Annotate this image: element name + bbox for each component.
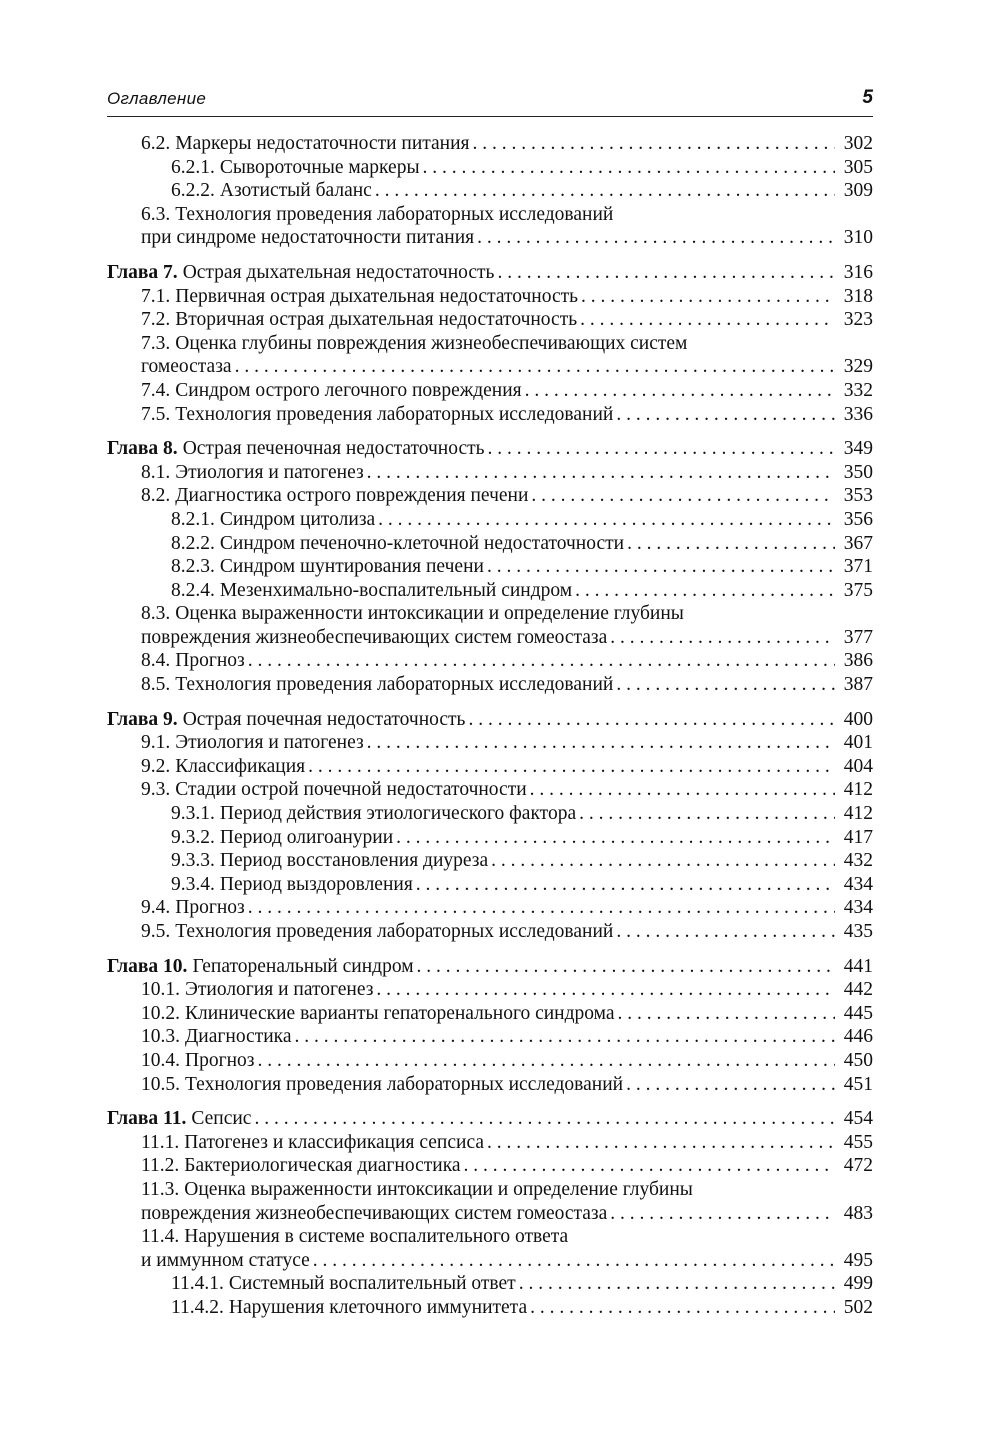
toc-entry[interactable]	[107, 1296, 873, 1320]
entry-number: 8.2.3.	[171, 556, 215, 578]
dot-leader	[378, 508, 835, 532]
entry-number: 8.4.	[141, 650, 171, 672]
toc-entry[interactable]	[107, 731, 873, 755]
entry-page-number: 454	[843, 1108, 873, 1130]
entry-page-number: 305	[843, 156, 873, 178]
entry-title: Период выздоровления	[219, 873, 413, 895]
dot-leader	[375, 179, 835, 203]
toc-entry[interactable]	[107, 461, 873, 485]
entry-page-number: 417	[843, 826, 873, 848]
entry-title: Прогноз	[175, 650, 245, 672]
section-gap	[107, 426, 873, 437]
entry-page-number: 451	[843, 1073, 873, 1095]
entry-title: Нарушения в системе воспалительного ответа	[184, 1226, 569, 1248]
dot-leader	[487, 555, 835, 579]
toc-entry[interactable]	[107, 332, 873, 356]
toc-entry[interactable]	[107, 1073, 873, 1097]
entry-number: 7.4.	[141, 379, 171, 401]
entry-page-number: 483	[843, 1202, 873, 1224]
dot-leader	[423, 156, 835, 180]
entry-title: Сепсис	[191, 1108, 252, 1130]
entry-title: Первичная острая дыхательная недостаточность	[175, 285, 579, 307]
entry-title: Острая почечная недостаточность	[182, 708, 466, 730]
toc-entry[interactable]	[107, 1225, 873, 1249]
dot-leader	[497, 261, 835, 285]
entry-title: Вторичная острая дыхательная недостаточность	[175, 309, 578, 331]
toc-entry[interactable]	[107, 802, 873, 826]
entry-page-number: 445	[843, 1002, 873, 1024]
entry-number: 9.3.2.	[171, 826, 215, 848]
entry-page-number: 455	[843, 1131, 873, 1153]
entry-page-number: 316	[843, 261, 873, 283]
entry-page-number: 310	[843, 227, 873, 249]
entry-title: Технология проведения лабораторных исследований	[175, 674, 614, 696]
entry-number: 11.3.	[141, 1178, 180, 1200]
toc-entry[interactable]	[107, 755, 873, 779]
dot-leader	[627, 532, 835, 556]
entry-page-number: 350	[843, 461, 873, 483]
entry-number: 6.2.2.	[171, 180, 215, 202]
toc-chapter-entry[interactable]	[107, 261, 873, 285]
dot-leader	[581, 285, 835, 309]
section-gap	[107, 1096, 873, 1107]
entry-title: Период действия этиологического фактора	[219, 803, 577, 825]
toc-entry[interactable]	[107, 379, 873, 403]
toc-entry[interactable]	[107, 1131, 873, 1155]
entry-page-number: 432	[843, 850, 873, 872]
dot-leader	[367, 731, 835, 755]
toc-entry[interactable]	[107, 978, 873, 1002]
entry-page-number: 302	[843, 133, 873, 154]
entry-title: Диагностика острого повреждения печени	[175, 485, 529, 507]
entry-number: 9.3.	[141, 779, 171, 801]
dot-leader	[531, 484, 835, 508]
dot-leader	[248, 649, 835, 673]
entry-title: Сывороточные маркеры	[219, 156, 420, 178]
entry-title: при синдроме недостаточности питания	[141, 227, 475, 249]
dot-leader	[235, 355, 835, 379]
dot-leader	[313, 1249, 835, 1273]
dot-leader	[491, 849, 835, 873]
entry-number: 11.4.2.	[171, 1296, 224, 1318]
entry-title: Синдром шунтирования печени	[219, 556, 484, 578]
toc-entry[interactable]	[107, 1202, 873, 1226]
toc-entry[interactable]	[107, 673, 873, 697]
entry-number: 8.5.	[141, 674, 171, 696]
toc-chapter-entry[interactable]	[107, 437, 873, 461]
entry-number: 10.3.	[141, 1026, 180, 1048]
toc-entry[interactable]	[107, 849, 873, 873]
entry-title: Прогноз	[175, 897, 245, 919]
entry-title: Диагностика	[185, 1026, 292, 1048]
entry-page-number: 353	[843, 485, 873, 507]
entry-number: 6.3.	[141, 203, 171, 225]
table-of-contents	[107, 132, 873, 1320]
dot-leader	[248, 896, 835, 920]
dot-leader	[519, 1272, 835, 1296]
dot-leader	[610, 1202, 835, 1226]
entry-number: 9.5.	[141, 921, 171, 942]
toc-entry[interactable]	[107, 579, 873, 603]
toc-entry[interactable]	[107, 826, 873, 850]
entry-title: Мезенхимально-воспалительный синдром	[219, 579, 573, 601]
entry-title: Технология проведения лабораторных исследований	[175, 403, 614, 425]
entry-number: Глава 10.	[107, 955, 188, 977]
entry-page-number: 375	[843, 579, 873, 601]
entry-title: Оценка выраженности интоксикации и определение глубины	[184, 1178, 693, 1200]
dot-leader	[417, 955, 835, 979]
dot-leader	[295, 1025, 835, 1049]
toc-entry[interactable]	[107, 179, 873, 203]
entry-number: 10.1.	[141, 979, 180, 1001]
entry-title: Прогноз	[185, 1049, 255, 1071]
toc-entry[interactable]	[107, 1154, 873, 1178]
toc-entry[interactable]	[107, 1178, 873, 1202]
entry-title: повреждения жизнеобеспечивающих систем гомеостаза	[141, 1202, 608, 1224]
entry-page-number: 502	[843, 1296, 873, 1318]
toc-entry[interactable]	[107, 508, 873, 532]
toc-chapter-entry[interactable]	[107, 955, 873, 979]
entry-title: Нарушения клеточного иммунитета	[228, 1296, 528, 1318]
entry-page-number: 412	[843, 779, 873, 801]
toc-chapter-entry[interactable]	[107, 1107, 873, 1131]
entry-page-number: 387	[843, 674, 873, 696]
entry-page-number: 336	[843, 403, 873, 425]
dot-leader	[610, 626, 835, 650]
entry-page-number: 434	[843, 897, 873, 919]
dot-leader	[254, 1107, 835, 1131]
entry-page-number: 472	[843, 1155, 873, 1177]
toc-entry[interactable]	[107, 626, 873, 650]
toc-entry[interactable]	[107, 602, 873, 626]
toc-entry[interactable]	[107, 203, 873, 227]
entry-title: Этиология и патогенез	[175, 461, 364, 483]
entry-page-number: 377	[843, 626, 873, 648]
entry-page-number: 323	[843, 309, 873, 331]
toc-entry[interactable]	[107, 920, 873, 944]
toc-entry[interactable]	[107, 226, 873, 250]
entry-page-number: 386	[843, 650, 873, 672]
toc-entry[interactable]	[107, 555, 873, 579]
entry-title: Оценка выраженности интоксикации и определение глубины	[175, 603, 684, 625]
dot-leader	[464, 1154, 835, 1178]
entry-title: Классификация	[175, 755, 306, 777]
dot-leader	[308, 755, 835, 779]
running-title: Оглавление	[107, 89, 207, 108]
entry-title: Острая дыхательная недостаточность	[182, 261, 495, 283]
dot-leader	[257, 1049, 835, 1073]
entry-page-number: 435	[843, 921, 873, 942]
toc-entry[interactable]	[107, 1025, 873, 1049]
toc-entry[interactable]	[107, 532, 873, 556]
entry-number: 8.2.	[141, 485, 171, 507]
entry-page-number: 332	[843, 379, 873, 401]
entry-title: Клинические варианты гепаторенального синдрома	[185, 1002, 615, 1024]
toc-entry[interactable]	[107, 873, 873, 897]
running-header	[107, 86, 873, 117]
entry-number: 7.3.	[141, 332, 171, 354]
dot-leader	[488, 437, 835, 461]
toc-entry[interactable]	[107, 403, 873, 427]
entry-page-number: 401	[843, 732, 873, 754]
entry-number: 8.1.	[141, 461, 171, 483]
entry-title: Оценка глубины повреждения жизнеобеспечивающих систем	[175, 332, 688, 354]
toc-entry[interactable]	[107, 285, 873, 309]
toc-entry[interactable]	[107, 355, 873, 379]
entry-number: Глава 8.	[107, 438, 178, 460]
toc-entry[interactable]	[107, 778, 873, 802]
toc-entry[interactable]	[107, 1272, 873, 1296]
entry-page-number: 434	[843, 873, 873, 895]
entry-number: 10.4.	[141, 1049, 180, 1071]
dot-leader	[626, 1073, 835, 1097]
entry-page-number: 450	[843, 1049, 873, 1071]
entry-title: повреждения жизнеобеспечивающих систем гомеостаза	[141, 626, 608, 648]
entry-page-number: 404	[843, 755, 873, 777]
dot-leader	[468, 708, 835, 732]
entry-page-number: 499	[843, 1273, 873, 1295]
entry-number: 6.2.1.	[171, 156, 215, 178]
entry-title: Маркеры недостаточности питания	[175, 133, 470, 154]
dot-leader	[473, 132, 835, 156]
dot-leader	[376, 978, 835, 1002]
entry-page-number: 318	[843, 285, 873, 307]
entry-page-number: 412	[843, 803, 873, 825]
entry-number: 7.2.	[141, 309, 171, 331]
entry-title: Азотистый баланс	[219, 180, 372, 202]
entry-number: Глава 9.	[107, 708, 178, 730]
entry-number: 9.3.1.	[171, 803, 215, 825]
entry-number: 9.4.	[141, 897, 171, 919]
dot-leader	[525, 379, 835, 403]
section-gap	[107, 250, 873, 261]
entry-number: 8.2.2.	[171, 532, 215, 554]
entry-title: Период восстановления диуреза	[219, 850, 489, 872]
dot-leader	[396, 826, 835, 850]
entry-number: 11.4.	[141, 1226, 180, 1248]
entry-title: Патогенез и классификация сепсиса	[184, 1131, 484, 1153]
entry-number: 11.1.	[141, 1131, 180, 1153]
entry-number: 7.5.	[141, 403, 171, 425]
entry-title: Технология проведения лабораторных исследований	[175, 203, 614, 225]
entry-page-number: 309	[843, 180, 873, 202]
entry-title: гомеостаза	[141, 356, 232, 378]
toc-entry[interactable]	[107, 484, 873, 508]
entry-page-number: 356	[843, 508, 873, 530]
entry-page-number: 349	[843, 438, 873, 460]
dot-leader	[416, 873, 835, 897]
dot-leader	[477, 226, 835, 250]
entry-page-number: 446	[843, 1026, 873, 1048]
toc-entry[interactable]	[107, 1002, 873, 1026]
entry-page-number: 441	[843, 955, 873, 977]
entry-title: Период олигоанурии	[219, 826, 394, 848]
entry-title: Этиология и патогенез	[175, 732, 364, 754]
toc-entry[interactable]	[107, 156, 873, 180]
entry-number: 8.2.4.	[171, 579, 215, 601]
entry-number: 9.2.	[141, 755, 171, 777]
entry-page-number: 400	[843, 708, 873, 730]
entry-title: Гепаторенальный синдром	[192, 955, 414, 977]
page-number: 5	[862, 87, 873, 108]
entry-page-number: 495	[843, 1249, 873, 1271]
toc-entry[interactable]	[107, 308, 873, 332]
dot-leader	[487, 1131, 835, 1155]
dot-leader	[616, 920, 835, 944]
dot-leader	[618, 1002, 835, 1026]
dot-leader	[575, 579, 835, 603]
toc-entry[interactable]	[107, 132, 873, 156]
entry-title: Системный воспалительный ответ	[228, 1273, 516, 1295]
dot-leader	[616, 673, 835, 697]
entry-title: Синдром цитолиза	[219, 508, 376, 530]
entry-number: 11.4.1.	[171, 1273, 224, 1295]
dot-leader	[616, 403, 835, 427]
entry-number: Глава 7.	[107, 261, 178, 283]
entry-number: 8.3.	[141, 603, 171, 625]
entry-title: Бактериологическая диагностика	[184, 1155, 461, 1177]
entry-number: 9.1.	[141, 732, 171, 754]
entry-title: Острая печеночная недостаточность	[182, 438, 485, 460]
toc-entry[interactable]	[107, 896, 873, 920]
dot-leader	[367, 461, 835, 485]
dot-leader	[530, 778, 835, 802]
entry-page-number: 329	[843, 356, 873, 378]
entry-title: Синдром печеночно-клеточной недостаточности	[219, 532, 625, 554]
entry-number: 9.3.3.	[171, 850, 215, 872]
entry-title: Синдром острого легочного повреждения	[175, 379, 522, 401]
entry-title: Этиология и патогенез	[185, 979, 374, 1001]
toc-entry[interactable]	[107, 649, 873, 673]
section-gap	[107, 697, 873, 708]
entry-number: 8.2.1.	[171, 508, 215, 530]
toc-entry[interactable]	[107, 1049, 873, 1073]
entry-number: Глава 11.	[107, 1108, 187, 1130]
entry-page-number: 367	[843, 532, 873, 554]
toc-entry[interactable]	[107, 1249, 873, 1273]
dot-leader	[580, 308, 835, 332]
entry-number: 9.3.4.	[171, 873, 215, 895]
dot-leader	[579, 802, 835, 826]
entry-page-number: 371	[843, 556, 873, 578]
section-gap	[107, 944, 873, 955]
entry-page-number: 442	[843, 979, 873, 1001]
entry-title: Технология проведения лабораторных исследований	[185, 1073, 624, 1095]
entry-number: 10.2.	[141, 1002, 180, 1024]
entry-number: 10.5.	[141, 1073, 180, 1095]
entry-title: Технология проведения лабораторных исследований	[175, 921, 614, 942]
entry-number: 11.2.	[141, 1155, 180, 1177]
entry-number: 6.2.	[141, 133, 171, 154]
entry-title: Стадии острой почечной недостаточности	[175, 779, 527, 801]
entry-number: 7.1.	[141, 285, 171, 307]
entry-title: и иммунном статусе	[141, 1249, 310, 1271]
toc-chapter-entry[interactable]	[107, 708, 873, 732]
dot-leader	[530, 1296, 835, 1320]
